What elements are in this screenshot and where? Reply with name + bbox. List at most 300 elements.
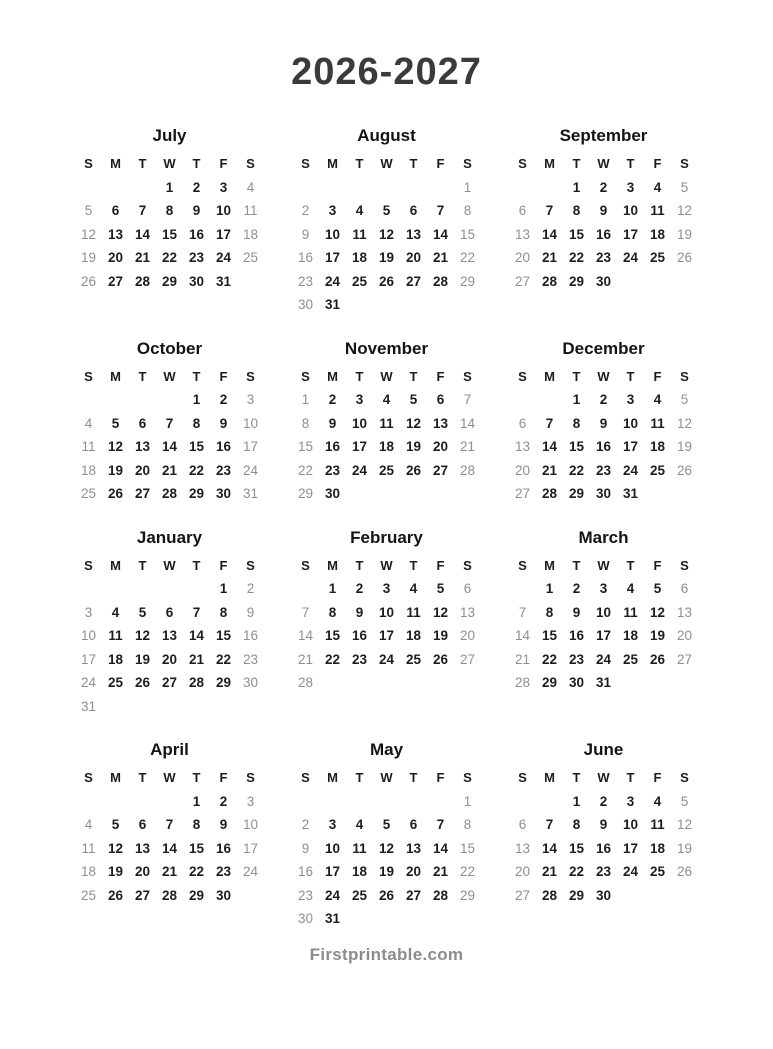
date-cell: 3 <box>219 179 228 195</box>
week-row <box>509 624 698 648</box>
date-cell: 30 <box>215 486 232 502</box>
date-cell: 24 <box>622 462 639 478</box>
date-cell: 2 <box>219 392 228 408</box>
date-cell: 8 <box>328 604 337 620</box>
weekday-header-row <box>509 365 698 389</box>
date-cell: 3 <box>599 581 608 597</box>
date-cell: 8 <box>192 415 201 431</box>
date-cell: 16 <box>215 439 232 455</box>
date-cell: 29 <box>459 887 476 903</box>
date-cell: 20 <box>676 628 693 644</box>
date-cell: 6 <box>518 203 527 219</box>
date-cell: 11 <box>379 415 394 431</box>
weekday-header: T <box>192 368 201 384</box>
weekday-header: M <box>327 557 338 573</box>
date-cell: 27 <box>134 486 151 502</box>
date-cell: 10 <box>324 840 341 856</box>
date-cell: 8 <box>545 604 554 620</box>
weekday-header: T <box>138 156 147 172</box>
date-cell: 10 <box>351 415 368 431</box>
month-june <box>509 739 698 907</box>
date-cell: 18 <box>378 439 395 455</box>
week-row <box>509 435 698 459</box>
date-cell: 8 <box>463 203 472 219</box>
date-cell: 26 <box>378 273 395 289</box>
date-cell: 15 <box>459 226 476 242</box>
date-cell: 31 <box>80 698 97 714</box>
date-cell: 1 <box>328 581 337 597</box>
date-cell: 9 <box>599 817 608 833</box>
date-cell: 12 <box>676 203 693 219</box>
date-cell: 31 <box>324 911 341 927</box>
date-cell: 22 <box>459 250 476 266</box>
weekday-header: S <box>246 368 255 384</box>
week-row <box>292 199 481 223</box>
date-cell: 22 <box>161 250 178 266</box>
date-cell: 4 <box>409 581 418 597</box>
week-row <box>292 860 481 884</box>
date-cell: 8 <box>572 415 581 431</box>
date-cell: 23 <box>297 887 314 903</box>
week-row <box>292 435 481 459</box>
date-cell: 15 <box>568 840 585 856</box>
date-cell: 19 <box>378 250 395 266</box>
weekday-header: F <box>653 156 662 172</box>
weekday-header: M <box>327 368 338 384</box>
date-cell: 9 <box>246 604 255 620</box>
week-row <box>292 648 481 672</box>
weekday-header: W <box>597 770 610 786</box>
date-cell: 19 <box>405 439 422 455</box>
date-cell: 26 <box>649 651 666 667</box>
date-cell: 4 <box>355 203 364 219</box>
date-cell: 20 <box>161 651 178 667</box>
date-cell: 15 <box>188 439 205 455</box>
date-cell: 23 <box>215 864 232 880</box>
date-cell: 1 <box>463 179 472 195</box>
month-august <box>292 125 481 317</box>
date-cell: 1 <box>301 392 310 408</box>
date-cell: 19 <box>107 462 124 478</box>
date-cell: 14 <box>541 840 558 856</box>
date-cell: 28 <box>134 273 151 289</box>
date-cell: 2 <box>572 581 581 597</box>
date-cell: 5 <box>436 581 445 597</box>
month-april <box>75 739 264 907</box>
week-row <box>292 293 481 317</box>
month-title: August <box>357 126 416 145</box>
date-cell: 24 <box>80 675 97 691</box>
weekday-header-row <box>292 365 481 389</box>
date-cell: 4 <box>111 604 120 620</box>
date-cell: 6 <box>138 415 147 431</box>
date-cell: 16 <box>215 840 232 856</box>
date-cell: 14 <box>161 439 178 455</box>
weekday-header: T <box>138 368 147 384</box>
date-cell: 12 <box>378 226 395 242</box>
date-cell: 13 <box>134 840 151 856</box>
date-cell: 3 <box>626 179 635 195</box>
date-cell: 3 <box>626 392 635 408</box>
date-cell: 24 <box>622 864 639 880</box>
date-cell: 12 <box>432 604 449 620</box>
date-cell: 5 <box>138 604 147 620</box>
date-cell: 22 <box>568 864 585 880</box>
date-cell: 14 <box>432 226 449 242</box>
week-row <box>509 199 698 223</box>
date-cell: 5 <box>680 179 689 195</box>
date-cell: 5 <box>111 415 120 431</box>
date-cell: 11 <box>81 439 96 455</box>
date-cell: 9 <box>219 415 228 431</box>
date-cell: 22 <box>188 864 205 880</box>
date-cell: 13 <box>514 226 531 242</box>
weekday-header: S <box>518 368 527 384</box>
date-cell: 4 <box>84 415 93 431</box>
week-row <box>292 790 481 814</box>
week-row <box>75 813 264 837</box>
date-cell: 31 <box>324 297 341 313</box>
date-cell: 3 <box>328 203 337 219</box>
date-cell: 7 <box>436 817 445 833</box>
date-cell: 28 <box>188 675 205 691</box>
date-cell: 22 <box>568 250 585 266</box>
date-cell: 2 <box>599 793 608 809</box>
weekday-header: F <box>219 156 228 172</box>
week-row <box>292 884 481 908</box>
date-cell: 11 <box>650 415 665 431</box>
month-march <box>509 527 698 695</box>
date-cell: 27 <box>405 887 422 903</box>
month-title: November <box>344 338 429 358</box>
date-cell: 2 <box>355 581 364 597</box>
month-title: April <box>150 740 189 759</box>
date-cell: 4 <box>246 179 255 195</box>
date-cell: 11 <box>81 840 96 856</box>
date-cell: 7 <box>165 817 174 833</box>
date-cell: 26 <box>432 651 449 667</box>
week-row <box>292 482 481 506</box>
date-cell: 24 <box>351 462 368 478</box>
date-cell: 5 <box>409 392 418 408</box>
month-may <box>292 739 481 931</box>
date-cell: 24 <box>242 462 259 478</box>
date-cell: 23 <box>324 462 341 478</box>
date-cell: 11 <box>406 604 421 620</box>
date-cell: 15 <box>459 840 476 856</box>
date-cell: 2 <box>599 179 608 195</box>
weekday-header: S <box>680 368 689 384</box>
date-cell: 15 <box>324 628 341 644</box>
date-cell: 28 <box>297 675 314 691</box>
week-row <box>75 412 264 436</box>
week-row <box>75 482 264 506</box>
date-cell: 15 <box>297 439 314 455</box>
date-cell: 14 <box>161 840 178 856</box>
date-cell: 13 <box>514 840 531 856</box>
date-cell: 13 <box>676 604 693 620</box>
weekday-header: M <box>327 770 338 786</box>
date-cell: 30 <box>595 486 612 502</box>
date-cell: 16 <box>351 628 368 644</box>
week-row <box>292 813 481 837</box>
date-cell: 31 <box>215 273 232 289</box>
date-cell: 10 <box>242 415 259 431</box>
date-cell: 13 <box>432 415 449 431</box>
weekday-header-row <box>292 554 481 578</box>
date-cell: 13 <box>134 439 151 455</box>
date-cell: 21 <box>541 462 558 478</box>
month-november <box>292 338 481 506</box>
date-cell: 12 <box>649 604 666 620</box>
date-cell: 12 <box>134 628 151 644</box>
date-cell: 11 <box>108 628 123 644</box>
date-cell: 14 <box>541 439 558 455</box>
weekday-header: T <box>138 770 147 786</box>
week-row <box>292 176 481 200</box>
date-cell: 4 <box>355 817 364 833</box>
weekday-header-row <box>75 554 264 578</box>
month-title: May <box>369 740 404 759</box>
weekday-header-row <box>509 152 698 176</box>
date-cell: 24 <box>324 273 341 289</box>
date-cell: 28 <box>432 887 449 903</box>
date-cell: 1 <box>192 793 201 809</box>
date-cell: 13 <box>107 226 124 242</box>
weekday-header: S <box>301 156 310 172</box>
date-cell: 15 <box>568 226 585 242</box>
date-cell: 25 <box>80 887 97 903</box>
weekday-header: F <box>436 770 445 786</box>
date-cell: 19 <box>676 439 693 455</box>
date-cell: 18 <box>80 462 97 478</box>
date-cell: 18 <box>80 864 97 880</box>
weekday-header: F <box>219 557 228 573</box>
week-row <box>292 459 481 483</box>
date-cell: 6 <box>436 392 445 408</box>
weekday-header: T <box>355 557 364 573</box>
week-row <box>75 577 264 601</box>
weekday-header: M <box>544 368 555 384</box>
date-cell: 3 <box>382 581 391 597</box>
date-cell: 7 <box>301 604 310 620</box>
month-title: September <box>559 126 648 145</box>
weekday-header: T <box>355 368 364 384</box>
date-cell: 13 <box>459 604 476 620</box>
weekday-header: S <box>84 770 93 786</box>
date-cell: 20 <box>514 250 531 266</box>
date-cell: 25 <box>80 486 97 502</box>
weekday-header: F <box>653 368 662 384</box>
date-cell: 1 <box>165 179 174 195</box>
date-cell: 24 <box>242 864 259 880</box>
week-row <box>292 412 481 436</box>
date-cell: 10 <box>622 817 639 833</box>
date-cell: 10 <box>80 628 97 644</box>
weekday-header: F <box>653 770 662 786</box>
weekday-header-row <box>509 766 698 790</box>
week-row <box>75 695 264 719</box>
weekday-header: M <box>544 770 555 786</box>
weekday-header: M <box>544 557 555 573</box>
date-cell: 22 <box>568 462 585 478</box>
date-cell: 20 <box>459 628 476 644</box>
weekday-header: S <box>301 770 310 786</box>
weekday-header: M <box>110 156 121 172</box>
date-cell: 1 <box>545 581 554 597</box>
date-cell: 17 <box>242 439 259 455</box>
weekday-header: W <box>597 557 610 573</box>
week-row <box>509 813 698 837</box>
date-cell: 8 <box>572 817 581 833</box>
month-title: July <box>152 126 187 145</box>
weekday-header: M <box>110 368 121 384</box>
date-cell: 9 <box>301 226 310 242</box>
date-cell: 30 <box>297 911 314 927</box>
week-row <box>75 388 264 412</box>
date-cell: 11 <box>650 817 665 833</box>
date-cell: 7 <box>545 203 554 219</box>
date-cell: 7 <box>192 604 201 620</box>
week-row <box>509 270 698 294</box>
date-cell: 19 <box>134 651 151 667</box>
weekday-header: W <box>597 368 610 384</box>
weekday-header: S <box>680 557 689 573</box>
weekday-header-row <box>509 554 698 578</box>
date-cell: 27 <box>107 273 124 289</box>
week-row <box>292 577 481 601</box>
week-row <box>292 837 481 861</box>
date-cell: 29 <box>188 887 205 903</box>
date-cell: 21 <box>459 439 476 455</box>
date-cell: 10 <box>324 226 341 242</box>
date-cell: 12 <box>80 226 97 242</box>
footer-brand-text: Firstprintable.com <box>309 944 464 964</box>
date-cell: 16 <box>297 864 314 880</box>
date-cell: 22 <box>324 651 341 667</box>
date-cell: 22 <box>188 462 205 478</box>
date-cell: 15 <box>568 439 585 455</box>
weekday-header: F <box>436 557 445 573</box>
month-title: March <box>578 527 629 547</box>
date-cell: 1 <box>572 179 581 195</box>
date-cell: 15 <box>161 226 178 242</box>
date-cell: 21 <box>432 864 449 880</box>
date-cell: 30 <box>188 273 205 289</box>
week-row <box>75 246 264 270</box>
date-cell: 12 <box>107 840 124 856</box>
date-cell: 4 <box>653 179 662 195</box>
weekday-header: F <box>436 368 445 384</box>
date-cell: 20 <box>514 462 531 478</box>
date-cell: 4 <box>653 793 662 809</box>
month-january <box>75 527 264 719</box>
date-cell: 16 <box>595 439 612 455</box>
date-cell: 6 <box>463 581 472 597</box>
date-cell: 19 <box>649 628 666 644</box>
date-cell: 4 <box>626 581 635 597</box>
date-cell: 28 <box>161 887 178 903</box>
date-cell: 29 <box>161 273 178 289</box>
date-cell: 1 <box>572 392 581 408</box>
date-cell: 28 <box>459 462 476 478</box>
weekday-header: S <box>301 557 310 573</box>
week-row <box>75 790 264 814</box>
week-row <box>75 176 264 200</box>
week-row <box>75 671 264 695</box>
week-row <box>509 790 698 814</box>
date-cell: 5 <box>382 203 391 219</box>
date-cell: 19 <box>80 250 97 266</box>
weekday-header: W <box>380 368 393 384</box>
date-cell: 3 <box>246 793 255 809</box>
date-cell: 23 <box>215 462 232 478</box>
date-cell: 21 <box>541 250 558 266</box>
weekday-header: T <box>409 156 418 172</box>
date-cell: 12 <box>107 439 124 455</box>
date-cell: 27 <box>432 462 449 478</box>
weekday-header: T <box>626 770 635 786</box>
date-cell: 14 <box>514 628 531 644</box>
week-row <box>509 412 698 436</box>
date-cell: 16 <box>242 628 259 644</box>
date-cell: 23 <box>242 651 259 667</box>
week-row <box>292 388 481 412</box>
date-cell: 27 <box>514 486 531 502</box>
date-cell: 6 <box>138 817 147 833</box>
page-title: 2026-2027 <box>291 51 482 93</box>
date-cell: 2 <box>599 392 608 408</box>
week-row <box>75 837 264 861</box>
weekday-header: T <box>409 557 418 573</box>
date-cell: 20 <box>432 439 449 455</box>
date-cell: 9 <box>599 415 608 431</box>
date-cell: 31 <box>242 486 259 502</box>
date-cell: 21 <box>514 651 531 667</box>
date-cell: 3 <box>626 793 635 809</box>
date-cell: 26 <box>676 864 693 880</box>
date-cell: 8 <box>463 817 472 833</box>
weekday-header: W <box>380 156 393 172</box>
date-cell: 18 <box>242 226 259 242</box>
week-row <box>75 199 264 223</box>
date-cell: 24 <box>595 651 612 667</box>
date-cell: 22 <box>541 651 558 667</box>
week-row <box>292 246 481 270</box>
week-row <box>292 270 481 294</box>
date-cell: 18 <box>622 628 639 644</box>
weekday-header: S <box>301 368 310 384</box>
week-row <box>75 648 264 672</box>
date-cell: 19 <box>676 840 693 856</box>
weekday-header: T <box>355 156 364 172</box>
date-cell: 24 <box>378 651 395 667</box>
week-row <box>509 176 698 200</box>
date-cell: 23 <box>568 651 585 667</box>
date-cell: 6 <box>518 817 527 833</box>
date-cell: 6 <box>165 604 174 620</box>
weekday-header: T <box>572 557 581 573</box>
calendar-grid <box>0 125 773 931</box>
date-cell: 27 <box>676 651 693 667</box>
date-cell: 18 <box>351 864 368 880</box>
date-cell: 6 <box>518 415 527 431</box>
week-row <box>75 459 264 483</box>
date-cell: 12 <box>405 415 422 431</box>
week-row <box>75 270 264 294</box>
month-title: February <box>350 527 423 547</box>
date-cell: 15 <box>215 628 232 644</box>
